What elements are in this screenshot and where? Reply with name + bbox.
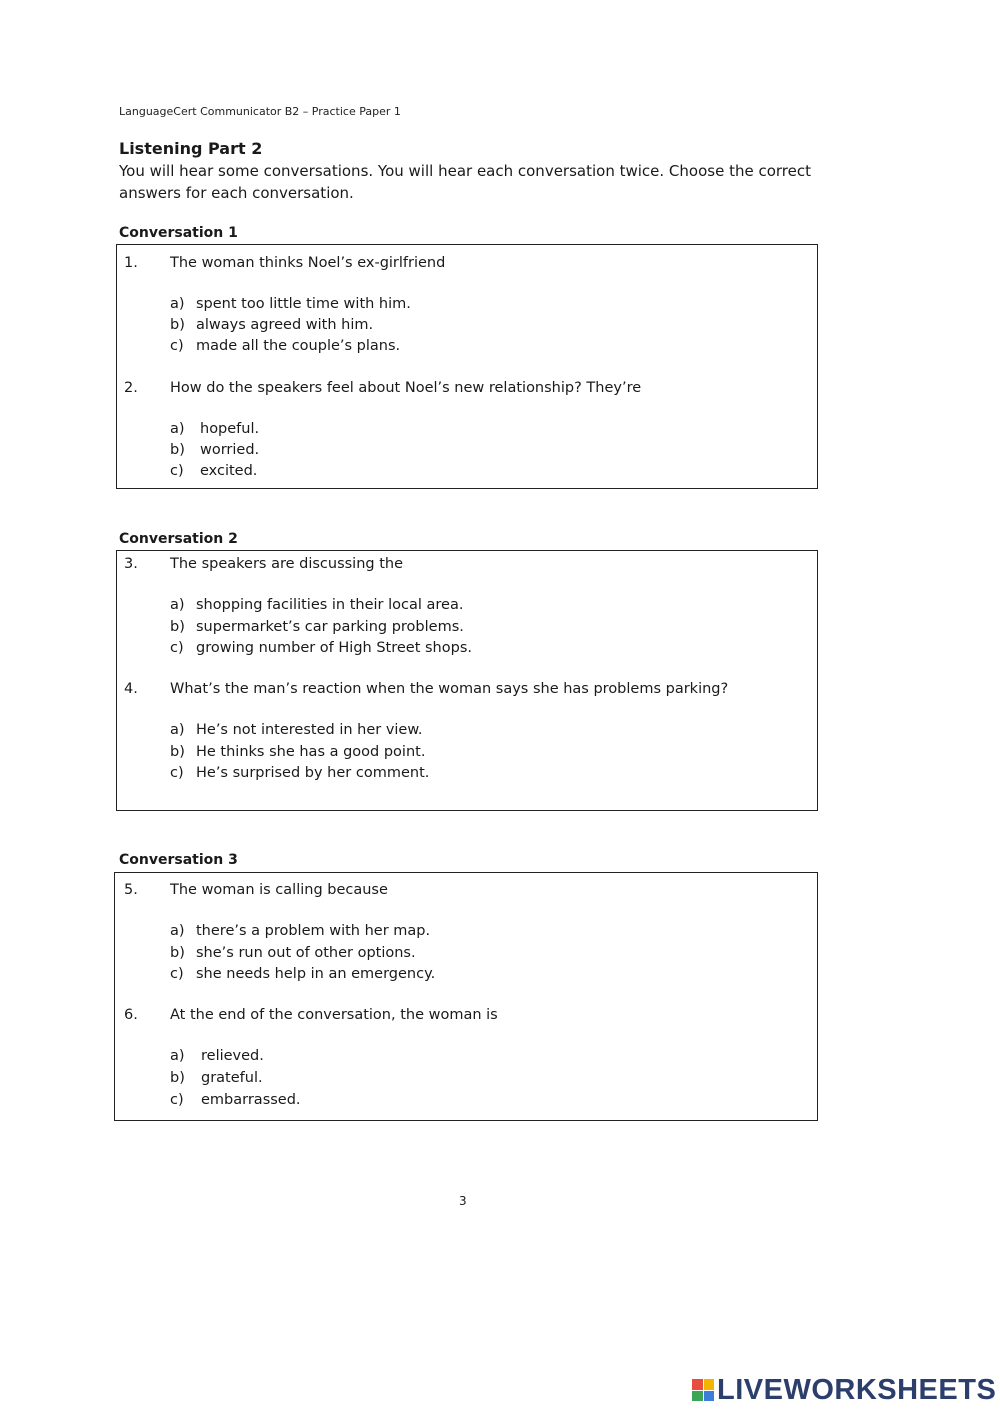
option-text: hopeful. <box>200 421 260 437</box>
option-text: she needs help in an emergency. <box>196 966 436 982</box>
conversation-3-label: Conversation 3 <box>119 852 238 868</box>
question-text: The woman thinks Noel’s ex-girlfriend <box>170 255 446 271</box>
liveworksheets-logo-icon <box>692 1379 714 1401</box>
question-number: 3. <box>124 556 138 572</box>
document-header: LanguageCert Communicator B2 – Practice Paper 1 <box>119 105 401 118</box>
option-letter: a) <box>170 597 185 613</box>
option-text: always agreed with him. <box>196 317 374 333</box>
option-text: worried. <box>200 442 260 458</box>
question-number: 4. <box>124 681 138 697</box>
option-letter: a) <box>170 421 185 437</box>
option-text: spent too little time with him. <box>196 296 411 312</box>
logo-square <box>704 1379 715 1390</box>
option-letter: b) <box>170 442 185 458</box>
liveworksheets-brand[interactable] <box>692 1374 996 1406</box>
option-letter: b) <box>170 619 185 635</box>
option-text: she’s run out of other options. <box>196 945 416 961</box>
option-letter: a) <box>170 923 185 939</box>
option-text: excited. <box>200 463 258 479</box>
question-number: 5. <box>124 882 138 898</box>
instructions: You will hear some conversations. You will hear each conversation twice. Choose the correct answers for each conversation. <box>119 162 811 202</box>
option-text: made all the couple’s plans. <box>196 338 401 354</box>
brand-text: LIVEWORKSHEETS <box>717 1373 997 1406</box>
option-letter: b) <box>170 744 185 760</box>
option-text: growing number of High Street shops. <box>196 640 472 656</box>
conversation-2-box <box>116 550 818 811</box>
question-text: The speakers are discussing the <box>170 556 404 572</box>
option-letter: b) <box>170 317 185 333</box>
option-letter: b) <box>170 1070 185 1086</box>
question-text: At the end of the conversation, the woman is <box>170 1007 498 1023</box>
option-letter: c) <box>170 640 184 656</box>
option-letter: c) <box>170 1092 184 1108</box>
option-text: relieved. <box>201 1048 264 1064</box>
option-text: He’s surprised by her comment. <box>196 765 430 781</box>
logo-square <box>692 1379 703 1390</box>
option-letter: c) <box>170 463 184 479</box>
option-text: embarrassed. <box>201 1092 301 1108</box>
option-letter: a) <box>170 296 185 312</box>
option-text: there’s a problem with her map. <box>196 923 431 939</box>
option-text: He thinks she has a good point. <box>196 744 426 760</box>
conversation-1-label: Conversation 1 <box>119 225 238 241</box>
question-text: The woman is calling because <box>170 882 388 898</box>
section-title: Listening Part 2 <box>119 139 263 158</box>
question-number: 2. <box>124 380 138 396</box>
option-letter: a) <box>170 722 185 738</box>
question-text: What’s the man’s reaction when the woman says she has problems parking? <box>170 681 729 697</box>
option-letter: c) <box>170 765 184 781</box>
option-letter: b) <box>170 945 185 961</box>
logo-square <box>704 1391 715 1402</box>
conversation-3-box <box>114 872 818 1121</box>
option-text: grateful. <box>201 1070 263 1086</box>
option-letter: c) <box>170 966 184 982</box>
option-text: supermarket’s car parking problems. <box>196 619 464 635</box>
option-letter: c) <box>170 338 184 354</box>
conversation-1-box <box>116 244 818 489</box>
question-text: How do the speakers feel about Noel’s new relationship? They’re <box>170 380 642 396</box>
page-number: 3 <box>459 1194 467 1208</box>
conversation-2-label: Conversation 2 <box>119 531 238 547</box>
option-letter: a) <box>170 1048 185 1064</box>
logo-square <box>692 1391 703 1402</box>
option-text: shopping facilities in their local area. <box>196 597 464 613</box>
question-number: 6. <box>124 1007 138 1023</box>
question-number: 1. <box>124 255 138 271</box>
option-text: He’s not interested in her view. <box>196 722 423 738</box>
